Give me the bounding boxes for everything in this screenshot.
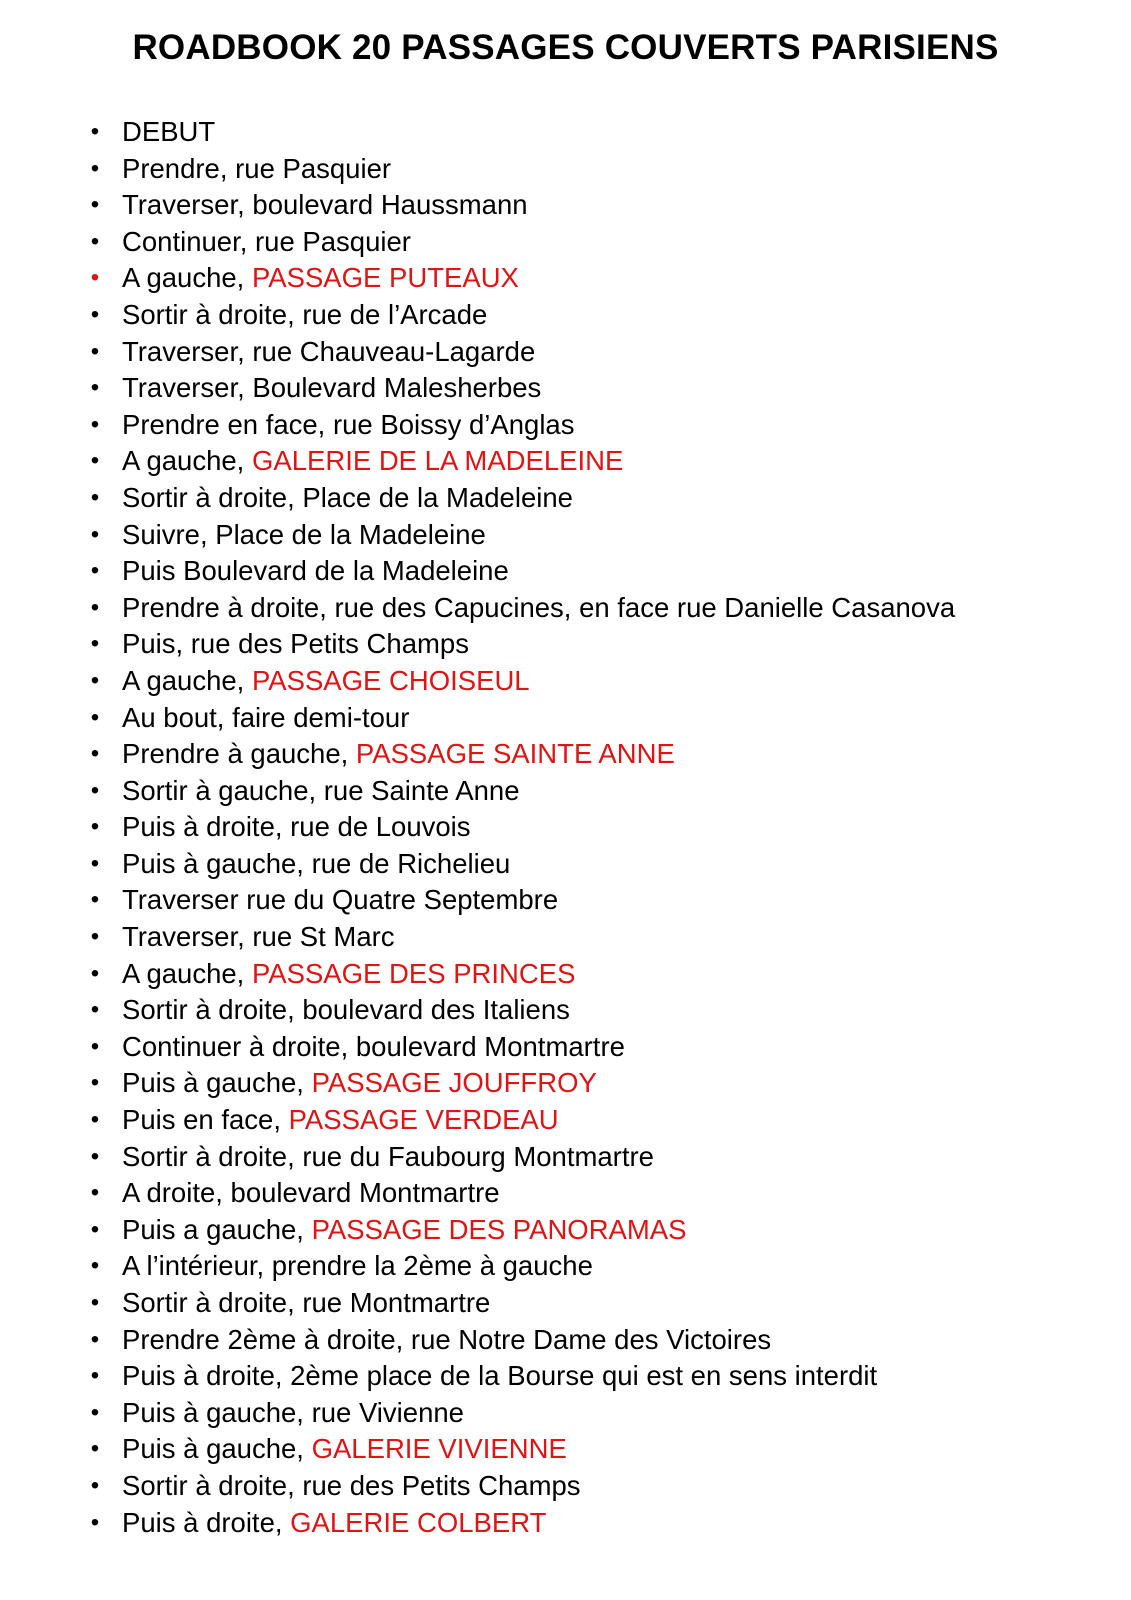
step-text: Traverser rue du Quatre Septembre	[122, 884, 559, 916]
step-text: Puis, rue des Petits Champs	[122, 628, 469, 660]
roadbook-step	[88, 1212, 1108, 1249]
roadbook-step	[88, 224, 1108, 261]
bullet-icon: •	[90, 959, 100, 987]
step-text: Sortir à gauche, rue Sainte Anne	[122, 774, 520, 806]
roadbook-step	[88, 1102, 1108, 1139]
roadbook-step	[88, 114, 1108, 151]
roadbook-step	[88, 956, 1108, 993]
bullet-icon: •	[90, 1032, 100, 1060]
roadbook-step	[88, 517, 1108, 554]
roadbook-step	[88, 1468, 1108, 1505]
step-text: Sortir à droite, boulevard des Italiens	[122, 994, 570, 1026]
roadbook-step	[88, 663, 1108, 700]
bullet-icon: •	[90, 483, 100, 511]
roadbook-step	[88, 1175, 1108, 1212]
bullet-icon: •	[90, 1471, 100, 1499]
passage-name: PASSAGE DES PANORAMAS	[311, 1213, 687, 1245]
bullet-icon: •	[90, 264, 100, 292]
step-text: Prendre, rue Pasquier	[122, 152, 392, 184]
bullet-icon: •	[90, 886, 100, 914]
step-text: Traverser, Boulevard Malesherbes	[122, 372, 542, 404]
step-text: A gauche,	[122, 262, 252, 294]
bullet-icon: •	[90, 557, 100, 585]
passage-name: PASSAGE SAINTE ANNE	[355, 738, 675, 770]
bullet-icon: •	[90, 1289, 100, 1316]
bullet-icon: •	[90, 337, 100, 365]
bullet-icon: •	[90, 1508, 100, 1536]
passage-name: PASSAGE DES PRINCES	[251, 957, 576, 989]
bullet-icon: •	[90, 630, 100, 658]
bullet-icon: •	[90, 1398, 100, 1426]
step-text: DEBUT	[122, 116, 216, 147]
step-text: Puis Boulevard de la Madeleine	[122, 555, 509, 587]
step-text: Prendre à gauche,	[122, 738, 356, 770]
roadbook-step	[88, 1431, 1108, 1468]
roadbook-step	[88, 1029, 1108, 1066]
step-text: Traverser, rue Chauveau-Lagarde	[122, 335, 536, 367]
step-text: Continuer à droite, boulevard Montmartre	[122, 1030, 625, 1062]
passage-name: PASSAGE CHOISEUL	[251, 664, 530, 696]
roadbook-step	[88, 700, 1108, 737]
step-text: Puis en face,	[122, 1104, 289, 1136]
roadbook-step	[88, 443, 1108, 480]
roadbook-step	[88, 1358, 1108, 1395]
roadbook-step	[88, 297, 1108, 334]
step-text: Sortir à droite, rue Montmartre	[122, 1287, 491, 1318]
roadbook-step	[88, 1139, 1108, 1176]
step-text: Puis à gauche,	[122, 1433, 312, 1465]
step-text: Prendre à droite, rue des Capucines, en face rue Danielle Casanova	[122, 591, 956, 623]
step-text: A l’intérieur, prendre la 2ème à gauche	[122, 1250, 593, 1282]
roadbook-step	[88, 151, 1108, 188]
step-text: Continuer, rue Pasquier	[122, 225, 411, 257]
roadbook-step	[88, 1248, 1108, 1285]
bullet-icon: •	[90, 118, 100, 145]
bullet-icon: •	[90, 1362, 100, 1390]
roadbook-step	[88, 480, 1108, 517]
step-text: Puis à gauche, rue de Richelieu	[122, 847, 511, 879]
bullet-icon: •	[90, 520, 100, 548]
step-text: Prendre en face, rue Boissy d’Anglas	[122, 408, 575, 440]
roadbook-step	[88, 1395, 1108, 1432]
step-text: A droite, boulevard Montmartre	[122, 1177, 500, 1209]
bullet-icon: •	[90, 1325, 100, 1353]
bullet-icon: •	[90, 849, 100, 877]
roadbook-step	[88, 187, 1108, 224]
roadbook-step	[88, 846, 1108, 883]
bullet-icon: •	[90, 813, 100, 841]
passage-name: GALERIE COLBERT	[290, 1506, 547, 1538]
step-text: A gauche,	[122, 664, 252, 696]
bullet-icon: •	[90, 1069, 100, 1097]
bullet-icon: •	[90, 593, 100, 621]
bullet-icon: •	[90, 154, 100, 182]
step-text: Puis à gauche, rue Vivienne	[122, 1396, 464, 1428]
bullet-icon: •	[90, 410, 100, 438]
step-text: Sortir à droite, Place de la Madeleine	[122, 481, 573, 513]
roadbook-step	[88, 1285, 1108, 1322]
passage-name: PASSAGE VERDEAU	[288, 1104, 559, 1136]
roadbook-step	[88, 882, 1108, 919]
bullet-icon: •	[90, 300, 100, 328]
step-text: Traverser, boulevard Haussmann	[122, 189, 528, 221]
document-title: ROADBOOK 20 PASSAGES COUVERTS PARISIENS	[132, 28, 999, 67]
bullet-icon: •	[90, 1106, 100, 1134]
bullet-icon: •	[90, 447, 100, 475]
step-text: Suivre, Place de la Madeleine	[122, 518, 486, 550]
bullet-icon: •	[90, 1435, 100, 1463]
bullet-icon: •	[90, 1142, 100, 1170]
step-text: Puis à droite,	[122, 1506, 291, 1538]
bullet-icon: •	[90, 776, 100, 804]
step-text: Puis à droite, 2ème place de la Bourse qui est en sens interdit	[122, 1360, 878, 1392]
roadbook-step	[88, 370, 1108, 407]
step-text: Puis à droite, rue de Louvois	[122, 811, 471, 843]
roadbook-step	[88, 626, 1108, 663]
roadbook-steps-list	[88, 114, 1108, 1541]
step-text: A gauche,	[122, 445, 252, 477]
bullet-icon: •	[90, 666, 100, 694]
passage-name: PASSAGE PUTEAUX	[251, 262, 519, 294]
passage-name: GALERIE DE LA MADELEINE	[251, 445, 624, 477]
roadbook-step	[88, 1065, 1108, 1102]
roadbook-step	[88, 553, 1108, 590]
roadbook-step	[88, 334, 1108, 371]
bullet-icon: •	[90, 923, 100, 951]
step-text: Au bout, faire demi-tour	[122, 701, 410, 733]
step-text: Sortir à droite, rue des Petits Champs	[122, 1469, 581, 1501]
step-text: Prendre 2ème à droite, rue Notre Dame des Victoires	[122, 1323, 772, 1355]
bullet-icon: •	[90, 191, 100, 219]
step-text: Puis a gauche,	[122, 1213, 312, 1245]
roadbook-step	[88, 919, 1108, 956]
bullet-icon: •	[90, 1215, 100, 1243]
bullet-icon: •	[90, 374, 100, 402]
step-text: Puis à gauche,	[122, 1067, 312, 1099]
step-text: A gauche,	[122, 957, 252, 989]
bullet-icon: •	[90, 740, 100, 768]
passage-name: GALERIE VIVIENNE	[311, 1433, 567, 1465]
bullet-icon: •	[90, 227, 100, 255]
roadbook-step	[88, 1322, 1108, 1359]
passage-name: PASSAGE JOUFFROY	[311, 1067, 597, 1099]
step-text: Traverser, rue St Marc	[122, 921, 395, 953]
roadbook-step	[88, 773, 1108, 810]
bullet-icon: •	[90, 1252, 100, 1280]
step-text: Sortir à droite, rue de l’Arcade	[122, 298, 488, 330]
roadbook-step	[88, 590, 1108, 627]
roadbook-step	[88, 992, 1108, 1029]
step-text: Sortir à droite, rue du Faubourg Montmartre	[122, 1140, 654, 1172]
bullet-icon: •	[90, 703, 100, 731]
bullet-icon: •	[90, 1179, 100, 1207]
roadbook-step	[88, 260, 1108, 297]
roadbook-step	[88, 407, 1108, 444]
roadbook-step	[88, 809, 1108, 846]
roadbook-step	[88, 736, 1108, 773]
bullet-icon: •	[90, 996, 100, 1024]
roadbook-step	[88, 1505, 1108, 1542]
